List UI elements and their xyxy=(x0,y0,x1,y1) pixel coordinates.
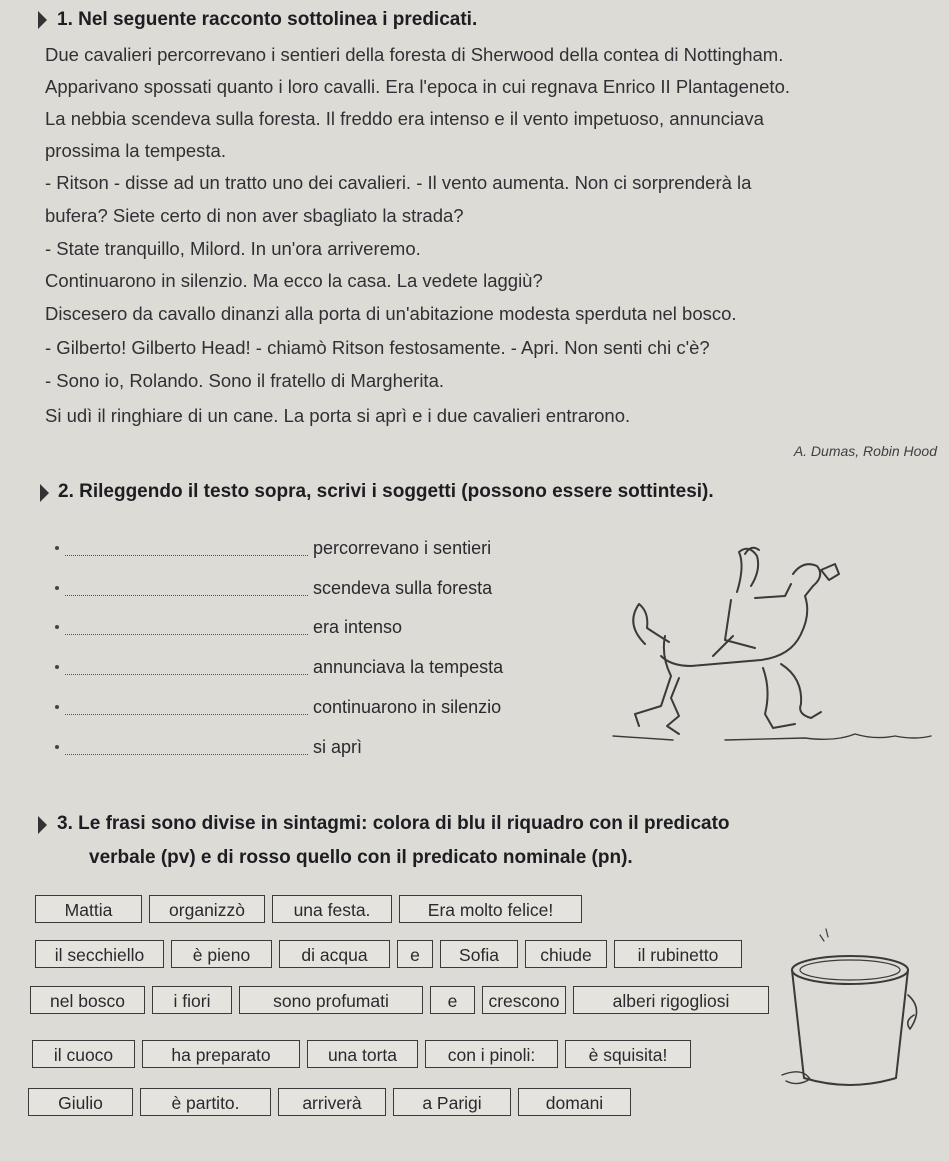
subject-fill-row xyxy=(55,657,504,681)
exercise3-title: verbale (pv) e di rosso quello con il predicato nominale (pn). xyxy=(89,847,633,868)
subject-fill-row xyxy=(55,578,493,602)
phrase-box[interactable]: e xyxy=(430,986,475,1014)
subject-predicate-label: scendeva sulla foresta xyxy=(313,578,493,598)
phrase-box[interactable]: Era molto felice! xyxy=(399,895,582,923)
phrase-box[interactable]: crescono xyxy=(482,986,566,1014)
phrase-box[interactable]: è pieno xyxy=(171,940,272,968)
phrase-box[interactable]: ha preparato xyxy=(142,1040,300,1068)
phrase-box[interactable]: sono profumati xyxy=(239,986,423,1014)
bullet-dot-icon xyxy=(55,745,59,749)
phrase-box[interactable]: chiude xyxy=(525,940,607,968)
subject-blank-line[interactable] xyxy=(65,714,308,715)
story-line: Continuarono in silenzio. Ma ecco la casa. La vedete laggiù? xyxy=(45,270,543,291)
phrase-box[interactable]: nel bosco xyxy=(30,986,145,1014)
subject-predicate-label: percorrevano i sentieri xyxy=(313,538,492,558)
story-line: Due cavalieri percorrevano i sentieri della foresta di Sherwood della contea di Nottingham. xyxy=(45,44,784,65)
exercise-marker-icon xyxy=(38,11,47,29)
phrase-box[interactable]: Giulio xyxy=(28,1088,133,1116)
bucket-illustration xyxy=(770,925,940,1125)
subject-blank-line[interactable] xyxy=(65,674,308,675)
phrase-box[interactable]: una festa. xyxy=(272,895,392,923)
phrase-box[interactable]: una torta xyxy=(307,1040,418,1068)
phrase-box[interactable]: Mattia xyxy=(35,895,142,923)
subject-predicate-label: annunciava la tempesta xyxy=(313,657,504,677)
phrase-box[interactable]: è partito. xyxy=(140,1088,271,1116)
knight-on-horse-illustration xyxy=(605,540,945,780)
phrase-box[interactable]: Sofia xyxy=(440,940,518,968)
story-line: Apparivano spossati quanto i loro cavalli. Era l'epoca in cui regnava Enrico II Plantageneto. xyxy=(45,76,791,97)
subject-blank-line[interactable] xyxy=(65,754,308,755)
bullet-dot-icon xyxy=(55,586,59,590)
exercise-marker-icon xyxy=(38,816,47,834)
story-line: prossima la tempesta. xyxy=(45,140,226,161)
subject-fill-row xyxy=(55,538,492,562)
subject-blank-line[interactable] xyxy=(65,555,308,556)
story-line: - Gilberto! Gilberto Head! - chiamò Ritson festosamente. - Apri. Non senti chi c'è? xyxy=(45,337,710,358)
bullet-dot-icon xyxy=(55,705,59,709)
phrase-box[interactable]: alberi rigogliosi xyxy=(573,986,769,1014)
phrase-box[interactable]: il secchiello xyxy=(35,940,164,968)
exercise1-title: 1. Nel seguente racconto sottolinea i predicati. xyxy=(57,9,478,30)
subject-predicate-label: si aprì xyxy=(313,737,363,757)
phrase-box[interactable]: a Parigi xyxy=(393,1088,511,1116)
phrase-box[interactable]: i fiori xyxy=(152,986,232,1014)
story-line: - Sono io, Rolando. Sono il fratello di Margherita. xyxy=(45,370,444,391)
phrase-box[interactable]: e xyxy=(397,940,433,968)
bullet-dot-icon xyxy=(55,665,59,669)
story-line: - Ritson - disse ad un tratto uno dei cavalieri. - Il vento aumenta. Non ci sorprenderà la xyxy=(45,172,752,193)
phrase-box[interactable]: è squisita! xyxy=(565,1040,691,1068)
exercise3-title: 3. Le frasi sono divise in sintagmi: colora di blu il riquadro con il predicato xyxy=(57,813,730,834)
subject-fill-row xyxy=(55,737,385,761)
phrase-box[interactable]: organizzò xyxy=(149,895,265,923)
phrase-box[interactable]: domani xyxy=(518,1088,631,1116)
exercise2-title: 2. Rileggendo il testo sopra, scrivi i soggetti (possono essere sottintesi). xyxy=(58,481,714,502)
exercise-marker-icon xyxy=(40,484,49,502)
subject-predicate-label: continuarono in silenzio xyxy=(313,697,502,717)
story-credit: A. Dumas, Robin Hood xyxy=(793,443,937,459)
subject-fill-row xyxy=(55,697,502,721)
phrase-box[interactable]: il rubinetto xyxy=(614,940,742,968)
subject-fill-row xyxy=(55,617,403,641)
story-line: bufera? Siete certo di non aver sbagliato la strada? xyxy=(45,205,464,226)
subject-blank-line[interactable] xyxy=(65,595,308,596)
bullet-dot-icon xyxy=(55,625,59,629)
story-line: Discesero da cavallo dinanzi alla porta di un'abitazione modesta sperduta nel bosco. xyxy=(45,303,737,324)
subject-predicate-label: era intenso xyxy=(313,617,403,637)
phrase-box[interactable]: con i pinoli: xyxy=(425,1040,558,1068)
story-line: - State tranquillo, Milord. In un'ora arriveremo. xyxy=(45,238,421,259)
bullet-dot-icon xyxy=(55,546,59,550)
phrase-box[interactable]: il cuoco xyxy=(32,1040,135,1068)
story-line: La nebbia scendeva sulla foresta. Il freddo era intenso e il vento impetuoso, annunciava xyxy=(45,108,764,129)
story-line: Si udì il ringhiare di un cane. La porta si aprì e i due cavalieri entrarono. xyxy=(45,405,631,426)
phrase-box[interactable]: di acqua xyxy=(279,940,390,968)
phrase-box[interactable]: arriverà xyxy=(278,1088,386,1116)
subject-blank-line[interactable] xyxy=(65,634,308,635)
